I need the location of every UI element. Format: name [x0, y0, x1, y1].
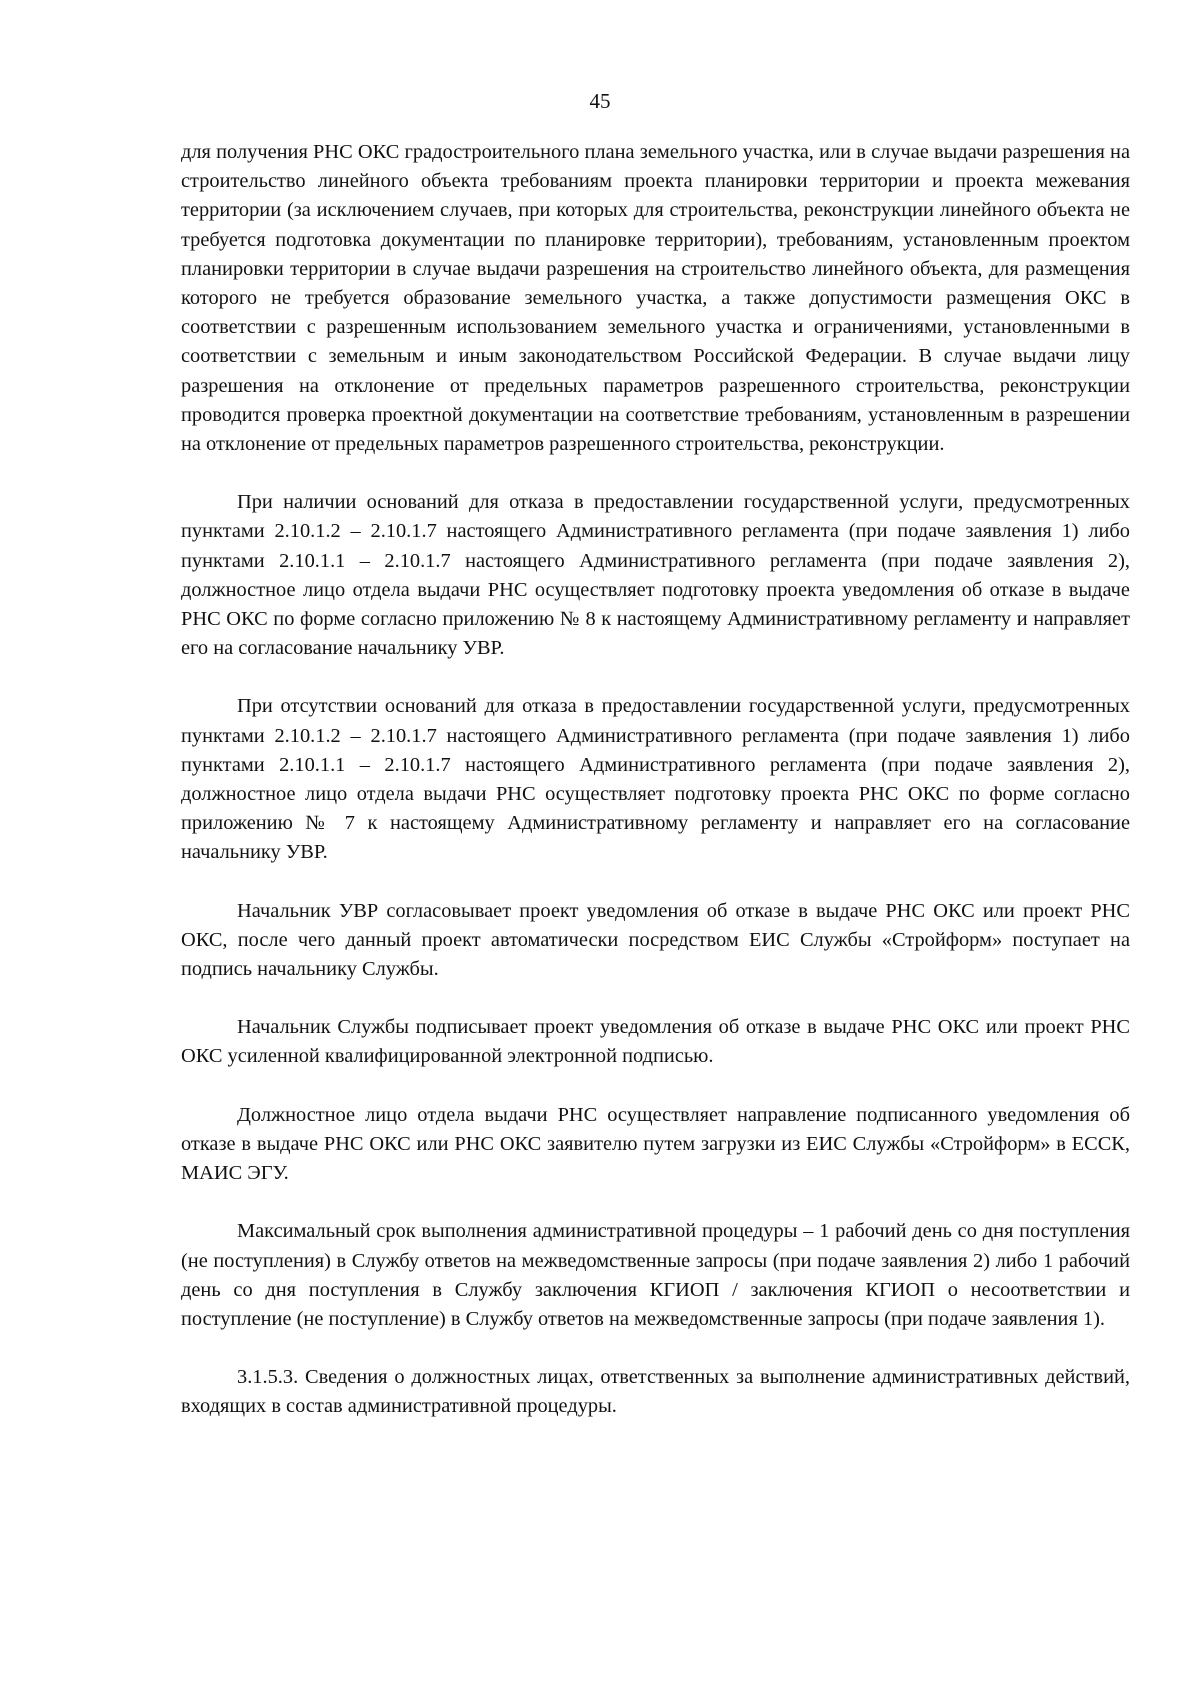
paragraph-uvr-approval: Начальник УВР согласовывает проект уведомления об отказе в выдаче РНС ОКС или проект РНС ОКС, после чего данный проект автоматически посредством ЕИС Службы «Стройформ» поступает на подпись начальнику Службы. [181, 899, 1130, 981]
page-number: 45 [589, 89, 611, 113]
paragraph-sending-to-applicant: Должностное лицо отдела выдачи РНС осуществляет направление подписанного уведомления об отказе в выдаче РНС ОКС или РНС ОКС заявителю путем загрузки из ЕИС Службы «Стройформ» в ЕССК, МАИС ЭГУ. [181, 1103, 1130, 1185]
paragraph-section-3-1-5-3: 3.1.5.3. Сведения о должностных лицах, ответственных за выполнение административных действий, входящих в состав административной процедуры. [181, 1366, 1130, 1418]
paragraph-head-signature: Начальник Службы подписывает проект уведомления об отказе в выдаче РНС ОКС или проект РНС ОКС усиленной квалифицированной электронной подписью. [181, 1016, 1130, 1068]
paragraph-max-duration: Максимальный срок выполнения административной процедуры – 1 рабочий день со дня поступления (не поступления) в Службу ответов на межведомственные запросы (при подаче заявления 2) либо 1 рабочий день со дня поступления в Службу заключения КГИОП / заключения КГИОП о несоответствии и поступление (не поступление) в Службу ответов на межведомственные запросы (при подаче заявления 1). [181, 1220, 1130, 1330]
paragraph-continuation: для получения РНС ОКС градостроительного плана земельного участка, или в случае выдачи разрешения на строительство линейного объекта требованиям проекта планировки территории и проекта межевания территории (за исключением случаев, при которых для строительства, реконструкции линейного объекта не требуется подготовка документации по планировке территории), требованиям, установленным проектом планировки территории в случае выдачи разрешения на строительство линейного объекта, для размещения которого не требуется образование земельного участка, а также допустимости размещения ОКС в соответствии с разрешенным использованием земельного участка и ограничениями, установленными в соответствии с земельным и иным законодательством Российской Федерации. В случае выдачи лицу разрешения на отклонение от предельных параметров разрешенного строительства, реконструкции проводится проверка проектной документации на соответствие требованиям, установленным в разрешении на отклонение от предельных параметров разрешенного строительства, реконструкции. [181, 141, 1130, 456]
paragraph-no-refusal-grounds: При отсутствии оснований для отказа в предоставлении государственной услуги, предусмотренных пунктами 2.10.1.2 – 2.10.1.7 настоящего Административного регламента (при подаче заявления 1) либо пунктами 2.10.1.1 – 2.10.1.7 настоящего Административного регламента (при подаче заявления 2), должностное лицо отдела выдачи РНС осуществляет подготовку проекта РНС ОКС по форме согласно приложению № 7 к настоящему Административному регламенту и направляет его на согласование начальнику УВР. [181, 695, 1130, 864]
document-body [181, 138, 1130, 1422]
paragraph-refusal-grounds: При наличии оснований для отказа в предоставлении государственной услуги, предусмотренных пунктами 2.10.1.2 – 2.10.1.7 настоящего Административного регламента (при подаче заявления 1) либо пунктами 2.10.1.1 – 2.10.1.7 настоящего Административного регламента (при подаче заявления 2), должностное лицо отдела выдачи РНС осуществляет подготовку проекта уведомления об отказе в выдаче РНС ОКС по форме согласно приложению № 8 к настоящему Административному регламенту и направляет его на согласование начальнику УВР. [181, 491, 1130, 660]
